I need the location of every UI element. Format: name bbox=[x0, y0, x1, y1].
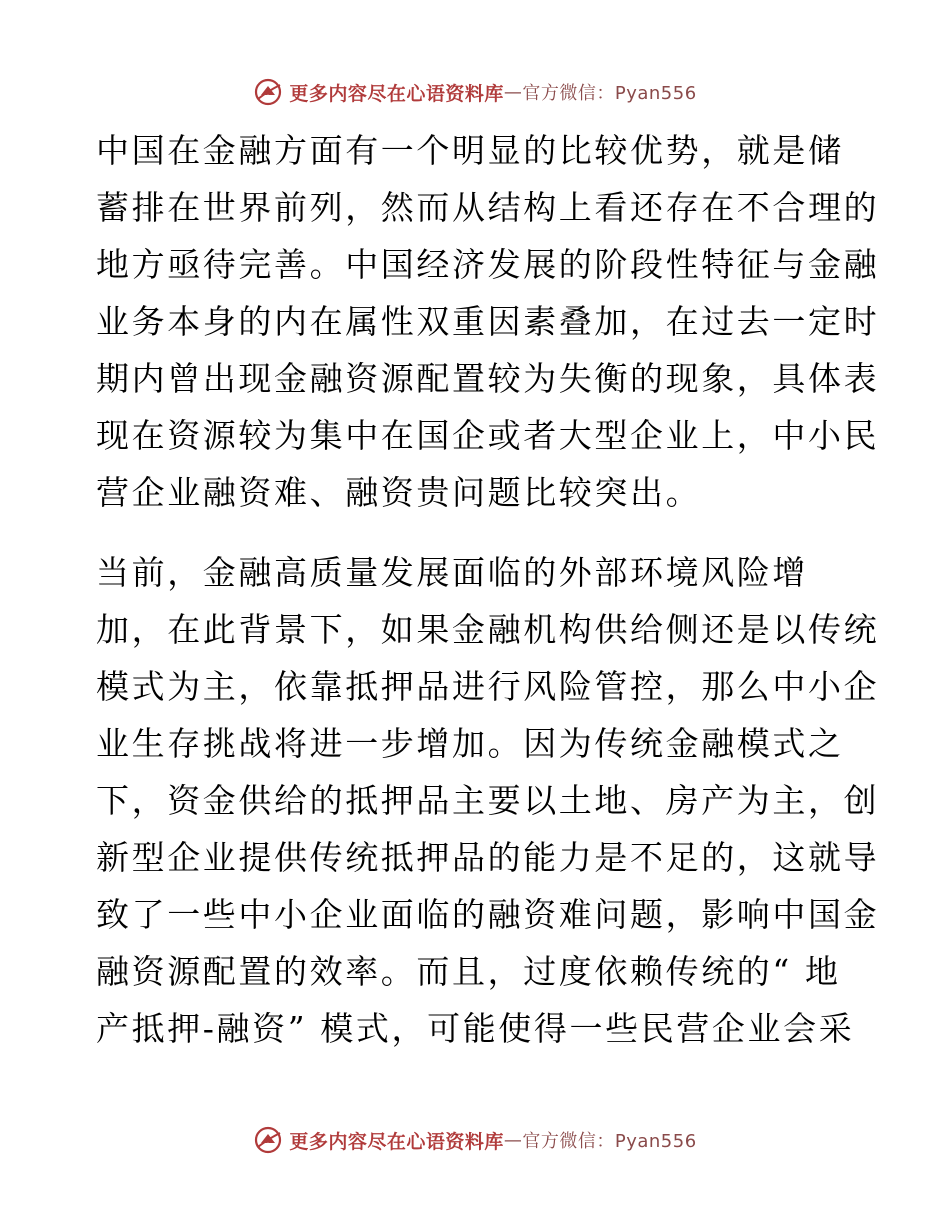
text-line: 加，在此背景下，如果金融机构供给侧还是以传统 bbox=[96, 610, 880, 649]
banner-brand-text: 更多内容尽在心语资料库 bbox=[289, 82, 504, 105]
text-line: 业务本身的内在属性双重因素叠加，在过去一定时 bbox=[96, 302, 880, 341]
banner-dash: — bbox=[503, 1129, 523, 1151]
seal-logo-icon bbox=[253, 1125, 283, 1155]
seal-logo-icon bbox=[253, 77, 283, 107]
text-line: 业生存挑战将进一步增加。因为传统金融模式之 bbox=[96, 724, 844, 763]
paragraph-1 bbox=[96, 122, 880, 521]
paragraph-2 bbox=[96, 544, 880, 1057]
text-line: 致了一些中小企业面临的融资难问题，影响中国金 bbox=[96, 895, 880, 934]
banner-contact-text: 官方微信：Pyan556 bbox=[522, 83, 697, 104]
text-line: 中国在金融方面有一个明显的比较优势，就是储 bbox=[96, 131, 844, 170]
header-banner bbox=[0, 72, 950, 112]
text-line: 融资源配置的效率。而且，过度依赖传统的“ 地 bbox=[96, 952, 841, 991]
text-line: 地方亟待完善。中国经济发展的阶段性特征与金融 bbox=[96, 245, 880, 284]
text-line: 营企业融资难、融资贵问题比较突出。 bbox=[96, 473, 702, 512]
banner-brand-text: 更多内容尽在心语资料库 bbox=[289, 1130, 504, 1153]
footer-banner bbox=[0, 1120, 950, 1160]
text-line: 新型企业提供传统抵押品的能力是不足的，这就导 bbox=[96, 838, 880, 877]
banner-contact-text: 官方微信：Pyan556 bbox=[522, 1131, 697, 1152]
text-line: 下，资金供给的抵押品主要以土地、房产为主，创 bbox=[96, 781, 880, 820]
text-line: 当前，金融高质量发展面临的外部环境风险增 bbox=[96, 553, 808, 592]
banner-dash: — bbox=[503, 81, 523, 103]
text-line: 产抵押-融资” 模式，可能使得一些民营企业会采 bbox=[96, 1009, 855, 1048]
text-line: 期内曾出现金融资源配置较为失衡的现象，具体表 bbox=[96, 359, 880, 398]
text-line: 现在资源较为集中在国企或者大型企业上，中小民 bbox=[96, 416, 880, 455]
text-line: 蓄排在世界前列，然而从结构上看还存在不合理的 bbox=[96, 188, 880, 227]
text-line: 模式为主，依靠抵押品进行风险管控，那么中小企 bbox=[96, 667, 880, 706]
